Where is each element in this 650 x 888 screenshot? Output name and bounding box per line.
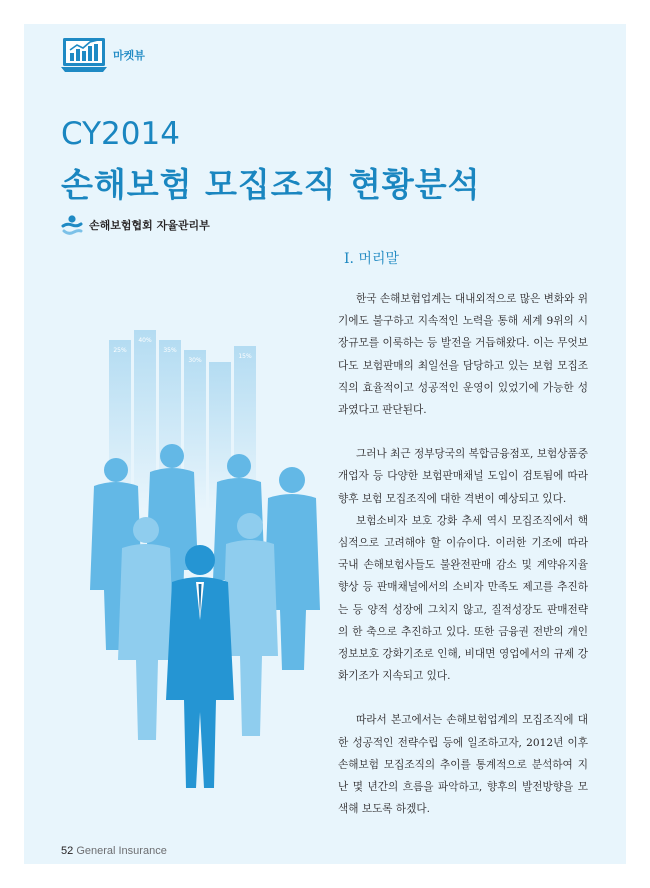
- bar-label: 35%: [163, 347, 177, 354]
- author-line: [61, 214, 210, 236]
- page-footer: [61, 845, 167, 857]
- paragraph: 한국 손해보험업계는 대내외적으로 많은 변화와 위기에도 불구하고 지속적인 노력을 통해 세계 9위의 시장규모를 이룩하는 등 발전을 거듭해왔다. 이는 무엇보다도 보험판매의 최일선을 담당하고 있는 보험 모집조직의 효율적이고 성공적인 운영이 있었기에 가능한 성과였다고 판단된다.: [338, 293, 588, 417]
- business-people-illustration: [54, 320, 324, 790]
- market-chart-icon: [61, 36, 107, 74]
- paragraph: 그러나 최근 정부당국의 복합금융점포, 보험상품중개업자 등 다양한 보험판매채널 도입이 검토됨에 따라 향후 보험 모집조직에 대한 격변이 예상되고 있다.: [338, 448, 588, 505]
- author-name: 손해보험협회 자율관리부: [89, 219, 210, 232]
- knia-logo-icon: [61, 214, 83, 236]
- page-number: 52: [61, 845, 74, 857]
- publication-name: General Insurance: [76, 845, 167, 857]
- page: [24, 24, 626, 864]
- bar-label: 25%: [113, 347, 127, 354]
- page-title: 손해보험 모집조직 현황분석: [61, 165, 481, 204]
- bar-label: 30%: [188, 357, 202, 364]
- section-header: [61, 36, 145, 74]
- section-heading: Ⅰ. 머리말: [344, 251, 400, 267]
- paragraph: 보험소비자 보호 강화 추세 역시 모집조직에서 핵심적으로 고려해야 할 이슈이다. 이러한 기조에 따라 국내 손해보험사들도 불완전판매 감소 및 계약유지율 향상 등 판매채널에서의 소비자 만족도 제고를 추진하는 등 양적 성장에 그치지 않고, 질적성장도 판매전략의 한 축으로 추진하고 있다. 또한 금융권 전반의 개인정보보호 강화기조로 인해, 비대면 영업에서의 규제 강화기조가 지속되고 있다.: [338, 514, 588, 683]
- title-year: CY2014: [61, 116, 180, 152]
- section-label: 마켓뷰: [113, 49, 145, 62]
- bar-label: 15%: [238, 353, 252, 360]
- paragraph: 따라서 본고에서는 손해보험업계의 모집조직에 대한 성공적인 전략수립 등에 일조하고자, 2012년 이후 손해보험 모집조직의 추이를 통계적으로 분석하여 지난 몇 년간의 흐름을 파악하고, 향후의 발전방향을 모색해 보도록 하겠다.: [338, 714, 588, 816]
- bar-label: 40%: [138, 337, 152, 344]
- body-text: [338, 288, 588, 820]
